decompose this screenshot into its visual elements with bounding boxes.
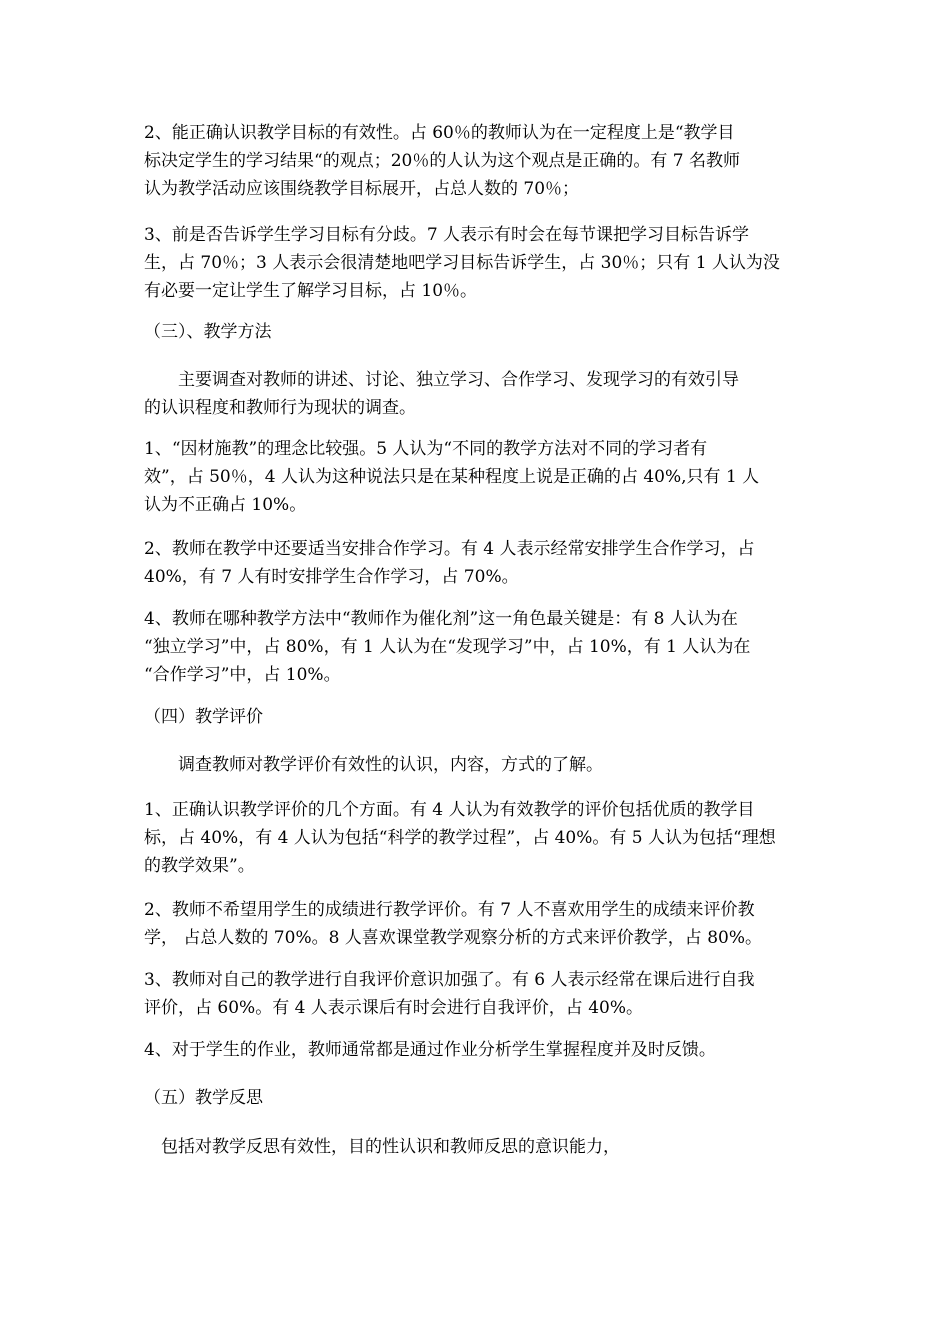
- paragraph-method-1: [144, 435, 814, 519]
- text-line: 1、“因材施教”的理念比较强。5 人认为“不同的教学方法对不同的学习者有: [144, 439, 708, 459]
- section-intro-reflection: [144, 1133, 814, 1161]
- paragraph-eval-3: [144, 966, 814, 1022]
- paragraph-eval-1: [144, 796, 814, 880]
- section-heading-methods: [144, 318, 814, 346]
- text-line: 评价，占 60%。有 4 人表示课后有时会进行自我评价，占 40%。: [144, 998, 644, 1018]
- text-line: 有必要一定让学生了解学习目标，占 10％。: [144, 281, 478, 301]
- text-line: 标，占 40%，有 4 人认为包括“科学的教学过程”，占 40%。有 5 人认为包括“理想: [144, 828, 776, 848]
- text-line: 标决定学生的学习结果“的观点；20％的人认为这个观点是正确的。有 7 名教师: [144, 151, 740, 171]
- text-line: 效”，占 50％，4 人认为这种说法只是在某种程度上说是正确的占 40%,只有 1 人: [144, 467, 760, 487]
- text-line: 主要调查对教师的讲述、讨论、独立学习、合作学习、发现学习的有效引导: [144, 370, 739, 390]
- text-line: 认为不正确占 10%。: [144, 495, 307, 515]
- text-line: 2、教师在教学中还要适当安排合作学习。有 4 人表示经常安排学生合作学习，占: [144, 539, 755, 559]
- text-line: 认为教学活动应该围绕教学目标展开，占总人数的 70％；: [144, 179, 580, 199]
- text-line: 生，占 70％；3 人表示会很清楚地吧学习目标告诉学生，占 30％；只有 1 人认为没: [144, 253, 780, 273]
- text-line: 3、教师对自己的教学进行自我评价意识加强了。有 6 人表示经常在课后进行自我: [144, 970, 755, 990]
- text-line: 2、能正确认识教学目标的有效性。占 60％的教师认为在一定程度上是“教学目: [144, 123, 735, 143]
- text-line: 的认识程度和教师行为现状的调查。: [144, 398, 416, 418]
- text-line: 40%，有 7 人有时安排学生合作学习，占 70%。: [144, 567, 519, 587]
- heading-text: （三）、教学方法: [144, 322, 272, 342]
- paragraph-method-4: [144, 605, 814, 689]
- text-line: 4、教师在哪种教学方法中“教师作为催化剂”这一角色最关键是：有 8 人认为在: [144, 609, 738, 629]
- section-intro-methods: [144, 366, 814, 422]
- paragraph-goal-3: [144, 221, 814, 305]
- paragraph-eval-4: [144, 1036, 814, 1064]
- paragraph-eval-2: [144, 896, 814, 952]
- section-heading-evaluation: [144, 703, 814, 731]
- text-line: 2、教师不希望用学生的成绩进行教学评价。有 7 人不喜欢用学生的成绩来评价教: [144, 900, 755, 920]
- section-heading-reflection: [144, 1084, 814, 1112]
- section-intro-evaluation: [144, 751, 814, 779]
- text-line: 包括对教学反思有效性，目的性认识和教师反思的意识能力，: [144, 1137, 620, 1157]
- text-line: 的教学效果”。: [144, 856, 255, 876]
- text-line: “独立学习”中，占 80%，有 1 人认为在“发现学习”中，占 10%，有 1 人认为在: [144, 637, 751, 657]
- text-line: 学， 占总人数的 70%。8 人喜欢课堂教学观察分析的方式来评价教学，占 80%。: [144, 928, 763, 948]
- paragraph-method-2: [144, 535, 814, 591]
- text-line: 4、对于学生的作业，教师通常都是通过作业分析学生掌握程度并及时反馈。: [144, 1040, 716, 1060]
- text-line: “合作学习”中，占 10%。: [144, 665, 341, 685]
- text-line: 1、正确认识教学评价的几个方面。有 4 人认为有效教学的评价包括优质的教学目: [144, 800, 755, 820]
- heading-text: （四）教学评价: [144, 707, 263, 727]
- paragraph-goal-2: [144, 119, 814, 203]
- heading-text: （五）教学反思: [144, 1088, 263, 1108]
- text-line: 3、前是否告诉学生学习目标有分歧。7 人表示有时会在每节课把学习目标告诉学: [144, 225, 750, 245]
- text-line: 调查教师对教学评价有效性的认识，内容，方式的了解。: [144, 755, 603, 775]
